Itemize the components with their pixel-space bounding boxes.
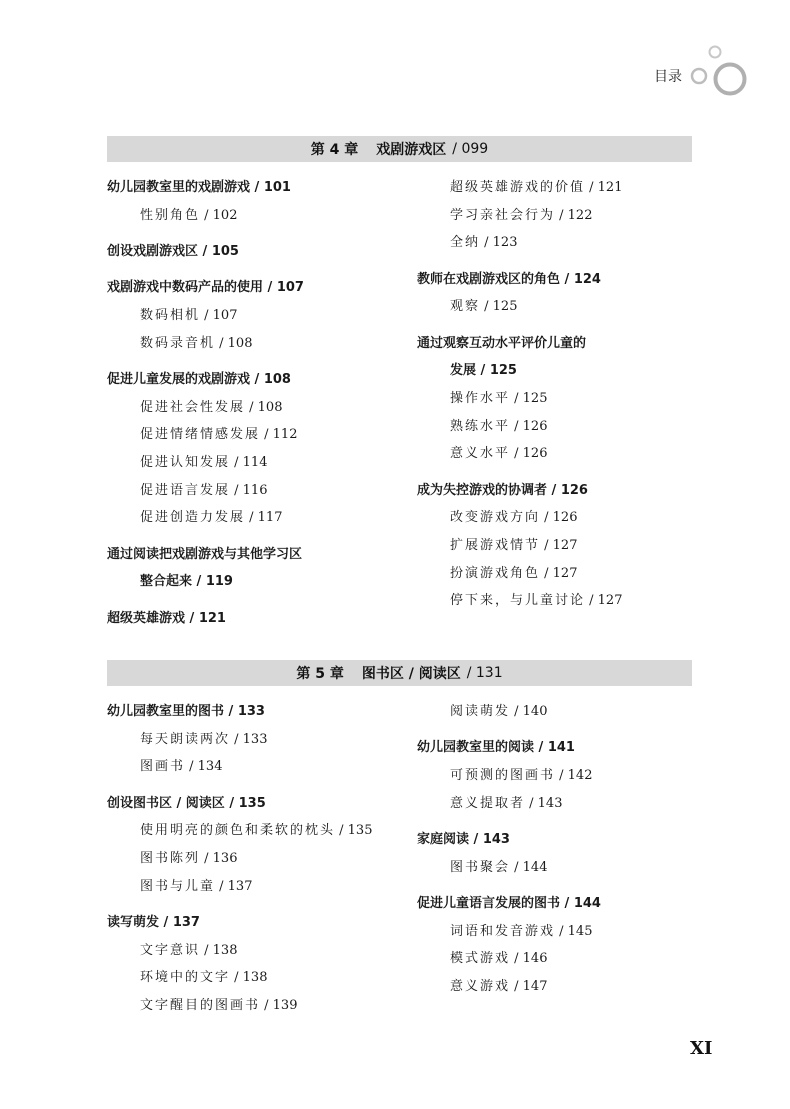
toc-entry-title: 意义游戏: [450, 978, 511, 994]
toc-entry-page: / 112: [260, 427, 298, 443]
toc-entry-title: 促进认知发展: [140, 454, 231, 470]
toc-entry-title: 扩展游戏情节: [450, 538, 541, 554]
toc-entry-title: 图书陈列: [140, 851, 201, 867]
toc-entry-page: / 126: [547, 482, 588, 498]
toc-section-entry: [107, 790, 407, 818]
toc-entry-page: / 124: [560, 271, 601, 287]
toc-entry-page: / 119: [192, 574, 233, 590]
toc-entry-title: 发展: [450, 363, 477, 379]
toc-section-entry-continued: [417, 357, 717, 385]
toc-entry-title: 全纳: [450, 235, 481, 251]
toc-section-entry: [417, 330, 717, 358]
toc-subsection-entry: [417, 174, 717, 202]
chapter-5-right-column: [417, 698, 717, 1001]
chapter-4-heading: [107, 136, 692, 162]
toc-subsection-entry: [107, 449, 407, 477]
toc-entry-title: 促进创造力发展: [140, 510, 246, 526]
toc-subsection-entry: [107, 330, 407, 358]
toc-subsection-entry: [417, 918, 717, 946]
toc-entry-page: / 107: [200, 307, 238, 323]
toc-subsection-entry: [417, 202, 717, 230]
toc-subsection-entry: [417, 293, 717, 321]
toc-entry-title: 通过观察互动水平评价儿童的: [417, 335, 587, 351]
chapter-5-heading: [107, 660, 692, 686]
toc-entry-title: 读写萌发: [107, 915, 160, 930]
toc-entry-page: / 127: [540, 565, 578, 581]
toc-entry-title: 教师在戏剧游戏区的角色: [417, 271, 561, 287]
toc-entry-page: / 146: [510, 951, 548, 967]
toc-entry-page: / 116: [230, 482, 268, 498]
toc-subsection-entry: [107, 753, 407, 781]
toc-entry-title: 使用明亮的颜色和柔软的枕头: [140, 823, 336, 839]
toc-entry-page: / 135: [224, 795, 266, 811]
toc-entry-title: 通过阅读把戏剧游戏与其他学习区: [107, 546, 303, 562]
toc-subsection-entry: [417, 790, 717, 818]
toc-section-entry: [107, 174, 407, 202]
toc-entry-title: 学习亲社会行为: [450, 207, 556, 223]
toc-entry-title: 文字醒目的图画书: [140, 998, 261, 1014]
toc-subsection-entry: [107, 202, 407, 230]
chapter-title: 戏剧游戏区: [376, 142, 447, 158]
toc-entry-title: 意义水平: [450, 446, 511, 462]
toc-section-entry: [417, 266, 717, 294]
toc-subsection-entry: [107, 873, 407, 901]
page-number: XI: [690, 1038, 713, 1059]
toc-subsection-entry: [417, 854, 717, 882]
toc-entry-page: / 127: [585, 593, 623, 609]
toc-subsection-entry: [417, 413, 717, 441]
toc-subsection-entry: [107, 504, 407, 532]
toc-entry-title: 促进语言发展: [140, 482, 231, 498]
toc-entry-title: 词语和发音游戏: [450, 923, 556, 939]
toc-entry-page: / 126: [540, 510, 578, 526]
toc-entry-page: / 125: [480, 299, 518, 315]
toc-entry-page: / 145: [555, 923, 593, 939]
toc-entry-page: / 133: [230, 731, 268, 747]
toc-entry-title: 创设戏剧游戏区: [107, 243, 199, 259]
toc-entry-title: 文字意识: [140, 942, 201, 958]
toc-subsection-entry: [417, 440, 717, 468]
toc-entry-page: / 137: [215, 878, 253, 894]
toc-section-entry: [107, 605, 407, 633]
toc-entry-title: 性别角色: [140, 207, 201, 223]
toc-entry-page: / 108: [250, 371, 291, 387]
toc-subsection-entry: [417, 973, 717, 1001]
toc-subsection-entry: [107, 992, 407, 1020]
toc-section-entry: [107, 274, 407, 302]
toc-entry-page: / 137: [159, 915, 200, 930]
toc-subsection-entry: [107, 394, 407, 422]
toc-entry-title: 熟练水平: [450, 418, 511, 434]
toc-entry-page: / 143: [469, 831, 510, 847]
toc-section-entry: [417, 826, 717, 854]
toc-entry-title: 扮演游戏角色: [450, 565, 541, 581]
toc-entry-page: / 114: [230, 454, 268, 470]
toc-entry-page: / 136: [200, 851, 238, 867]
toc-subsection-entry: [107, 302, 407, 330]
toc-entry-page: / 107: [263, 280, 304, 296]
toc-entry-title: 创设图书区 / 阅读区: [107, 795, 225, 811]
toc-entry-page: / 125: [476, 363, 517, 379]
toc-section-entry: [107, 238, 407, 266]
section-label: 目录: [654, 69, 682, 85]
toc-section-entry: [107, 366, 407, 394]
chapter-title: 图书区 / 阅读区: [361, 666, 461, 682]
toc-entry-page: / 141: [534, 740, 575, 756]
toc-entry-title: 模式游戏: [450, 951, 511, 967]
toc-entry-page: / 147: [510, 978, 548, 994]
toc-entry-page: / 143: [525, 795, 563, 811]
toc-subsection-entry: [107, 845, 407, 873]
toc-entry-title: 图书聚会: [450, 859, 511, 875]
toc-subsection-entry: [107, 964, 407, 992]
toc-entry-title: 停下来，与儿童讨论: [450, 593, 586, 609]
toc-entry-page: / 135: [335, 823, 373, 839]
toc-entry-page: / 140: [510, 704, 548, 719]
toc-entry-page: / 144: [510, 859, 548, 875]
toc-entry-page: / 108: [245, 399, 283, 415]
toc-subsection-entry: [417, 532, 717, 560]
toc-subsection-entry: [417, 762, 717, 790]
toc-subsection-entry: [107, 937, 407, 965]
toc-entry-title: 幼儿园教室里的阅读: [417, 740, 535, 756]
toc-entry-title: 可预测的图画书: [450, 767, 556, 783]
chapter-page: / 099: [452, 141, 489, 157]
toc-entry-title: 促进儿童语言发展的图书: [417, 895, 561, 911]
toc-entry-title: 戏剧游戏中数码产品的使用: [107, 280, 264, 296]
toc-entry-title: 超级英雄游戏: [107, 610, 186, 626]
toc-entry-page: / 127: [540, 538, 578, 554]
toc-entry-title: 成为失控游戏的协调者: [417, 482, 548, 498]
toc-subsection-entry: [107, 421, 407, 449]
toc-entry-page: / 144: [560, 895, 601, 911]
toc-entry-title: 阅读萌发: [450, 704, 511, 719]
chapter-number: 第 4 章: [310, 142, 359, 158]
toc-section-entry: [107, 541, 407, 569]
toc-entry-page: / 142: [555, 767, 593, 783]
toc-section-entry-continued: [107, 568, 407, 596]
toc-entry-title: 环境中的文字: [140, 970, 231, 986]
toc-entry-page: / 126: [510, 446, 548, 462]
toc-entry-title: 幼儿园教室里的戏剧游戏: [107, 180, 251, 195]
toc-entry-title: 意义提取者: [450, 795, 526, 811]
toc-subsection-entry: [417, 385, 717, 413]
toc-entry-page: / 126: [510, 418, 548, 434]
chapter-page: / 131: [466, 665, 503, 681]
toc-subsection-entry: [107, 726, 407, 754]
toc-subsection-entry: [417, 945, 717, 973]
toc-entry-title: 图书与儿童: [140, 878, 216, 894]
toc-entry-title: 操作水平: [450, 391, 511, 406]
toc-entry-page: / 121: [585, 180, 623, 195]
toc-entry-title: 促进社会性发展: [140, 399, 246, 415]
toc-section-entry: [107, 909, 407, 937]
toc-subsection-entry: [417, 587, 717, 615]
toc-entry-page: / 101: [250, 180, 291, 195]
toc-entry-page: / 138: [200, 942, 238, 958]
toc-entry-page: / 121: [185, 610, 226, 626]
toc-subsection-entry: [417, 560, 717, 588]
toc-entry-title: 促进情绪情感发展: [140, 427, 261, 443]
toc-entry-page: / 138: [230, 970, 268, 986]
toc-section-entry: [417, 734, 717, 762]
toc-entry-title: 观察: [450, 299, 481, 315]
toc-entry-page: / 133: [224, 704, 265, 719]
toc-entry-title: 整合起来: [140, 574, 193, 590]
toc-subsection-entry: [417, 229, 717, 257]
toc-entry-page: / 122: [555, 207, 593, 223]
toc-entry-page: / 125: [510, 391, 548, 406]
toc-section-entry: [107, 698, 407, 726]
toc-entry-page: / 108: [215, 335, 253, 351]
toc-section-entry: [417, 477, 717, 505]
toc-entry-title: 图画书: [140, 759, 186, 775]
toc-entry-page: / 123: [480, 235, 518, 251]
toc-entry-title: 促进儿童发展的戏剧游戏: [107, 371, 251, 387]
toc-subsection-entry: [107, 817, 407, 845]
toc-entry-title: 数码录音机: [140, 335, 216, 351]
decorative-rings-icon: [682, 40, 754, 100]
toc-entry-title: 幼儿园教室里的图书: [107, 704, 225, 719]
toc-entry-page: / 102: [200, 207, 238, 223]
toc-entry-title: 每天朗读两次: [140, 731, 231, 747]
toc-entry-title: 超级英雄游戏的价值: [450, 180, 586, 195]
toc-entry-page: / 117: [245, 510, 283, 526]
toc-subsection-entry: [417, 504, 717, 532]
toc-entry-page: / 134: [185, 759, 223, 775]
toc-subsection-entry: [417, 698, 717, 726]
toc-entry-title: 数码相机: [140, 307, 201, 323]
chapter-4-left-column: [107, 174, 407, 632]
chapter-number: 第 5 章: [296, 666, 344, 682]
toc-entry-title: 改变游戏方向: [450, 510, 541, 526]
toc-section-entry: [417, 890, 717, 918]
toc-entry-page: / 139: [260, 998, 298, 1014]
toc-entry-page: / 105: [198, 243, 239, 259]
toc-entry-title: 家庭阅读: [417, 831, 470, 847]
chapter-4-right-column: [417, 174, 717, 615]
chapter-5-left-column: [107, 698, 407, 1020]
toc-subsection-entry: [107, 477, 407, 505]
